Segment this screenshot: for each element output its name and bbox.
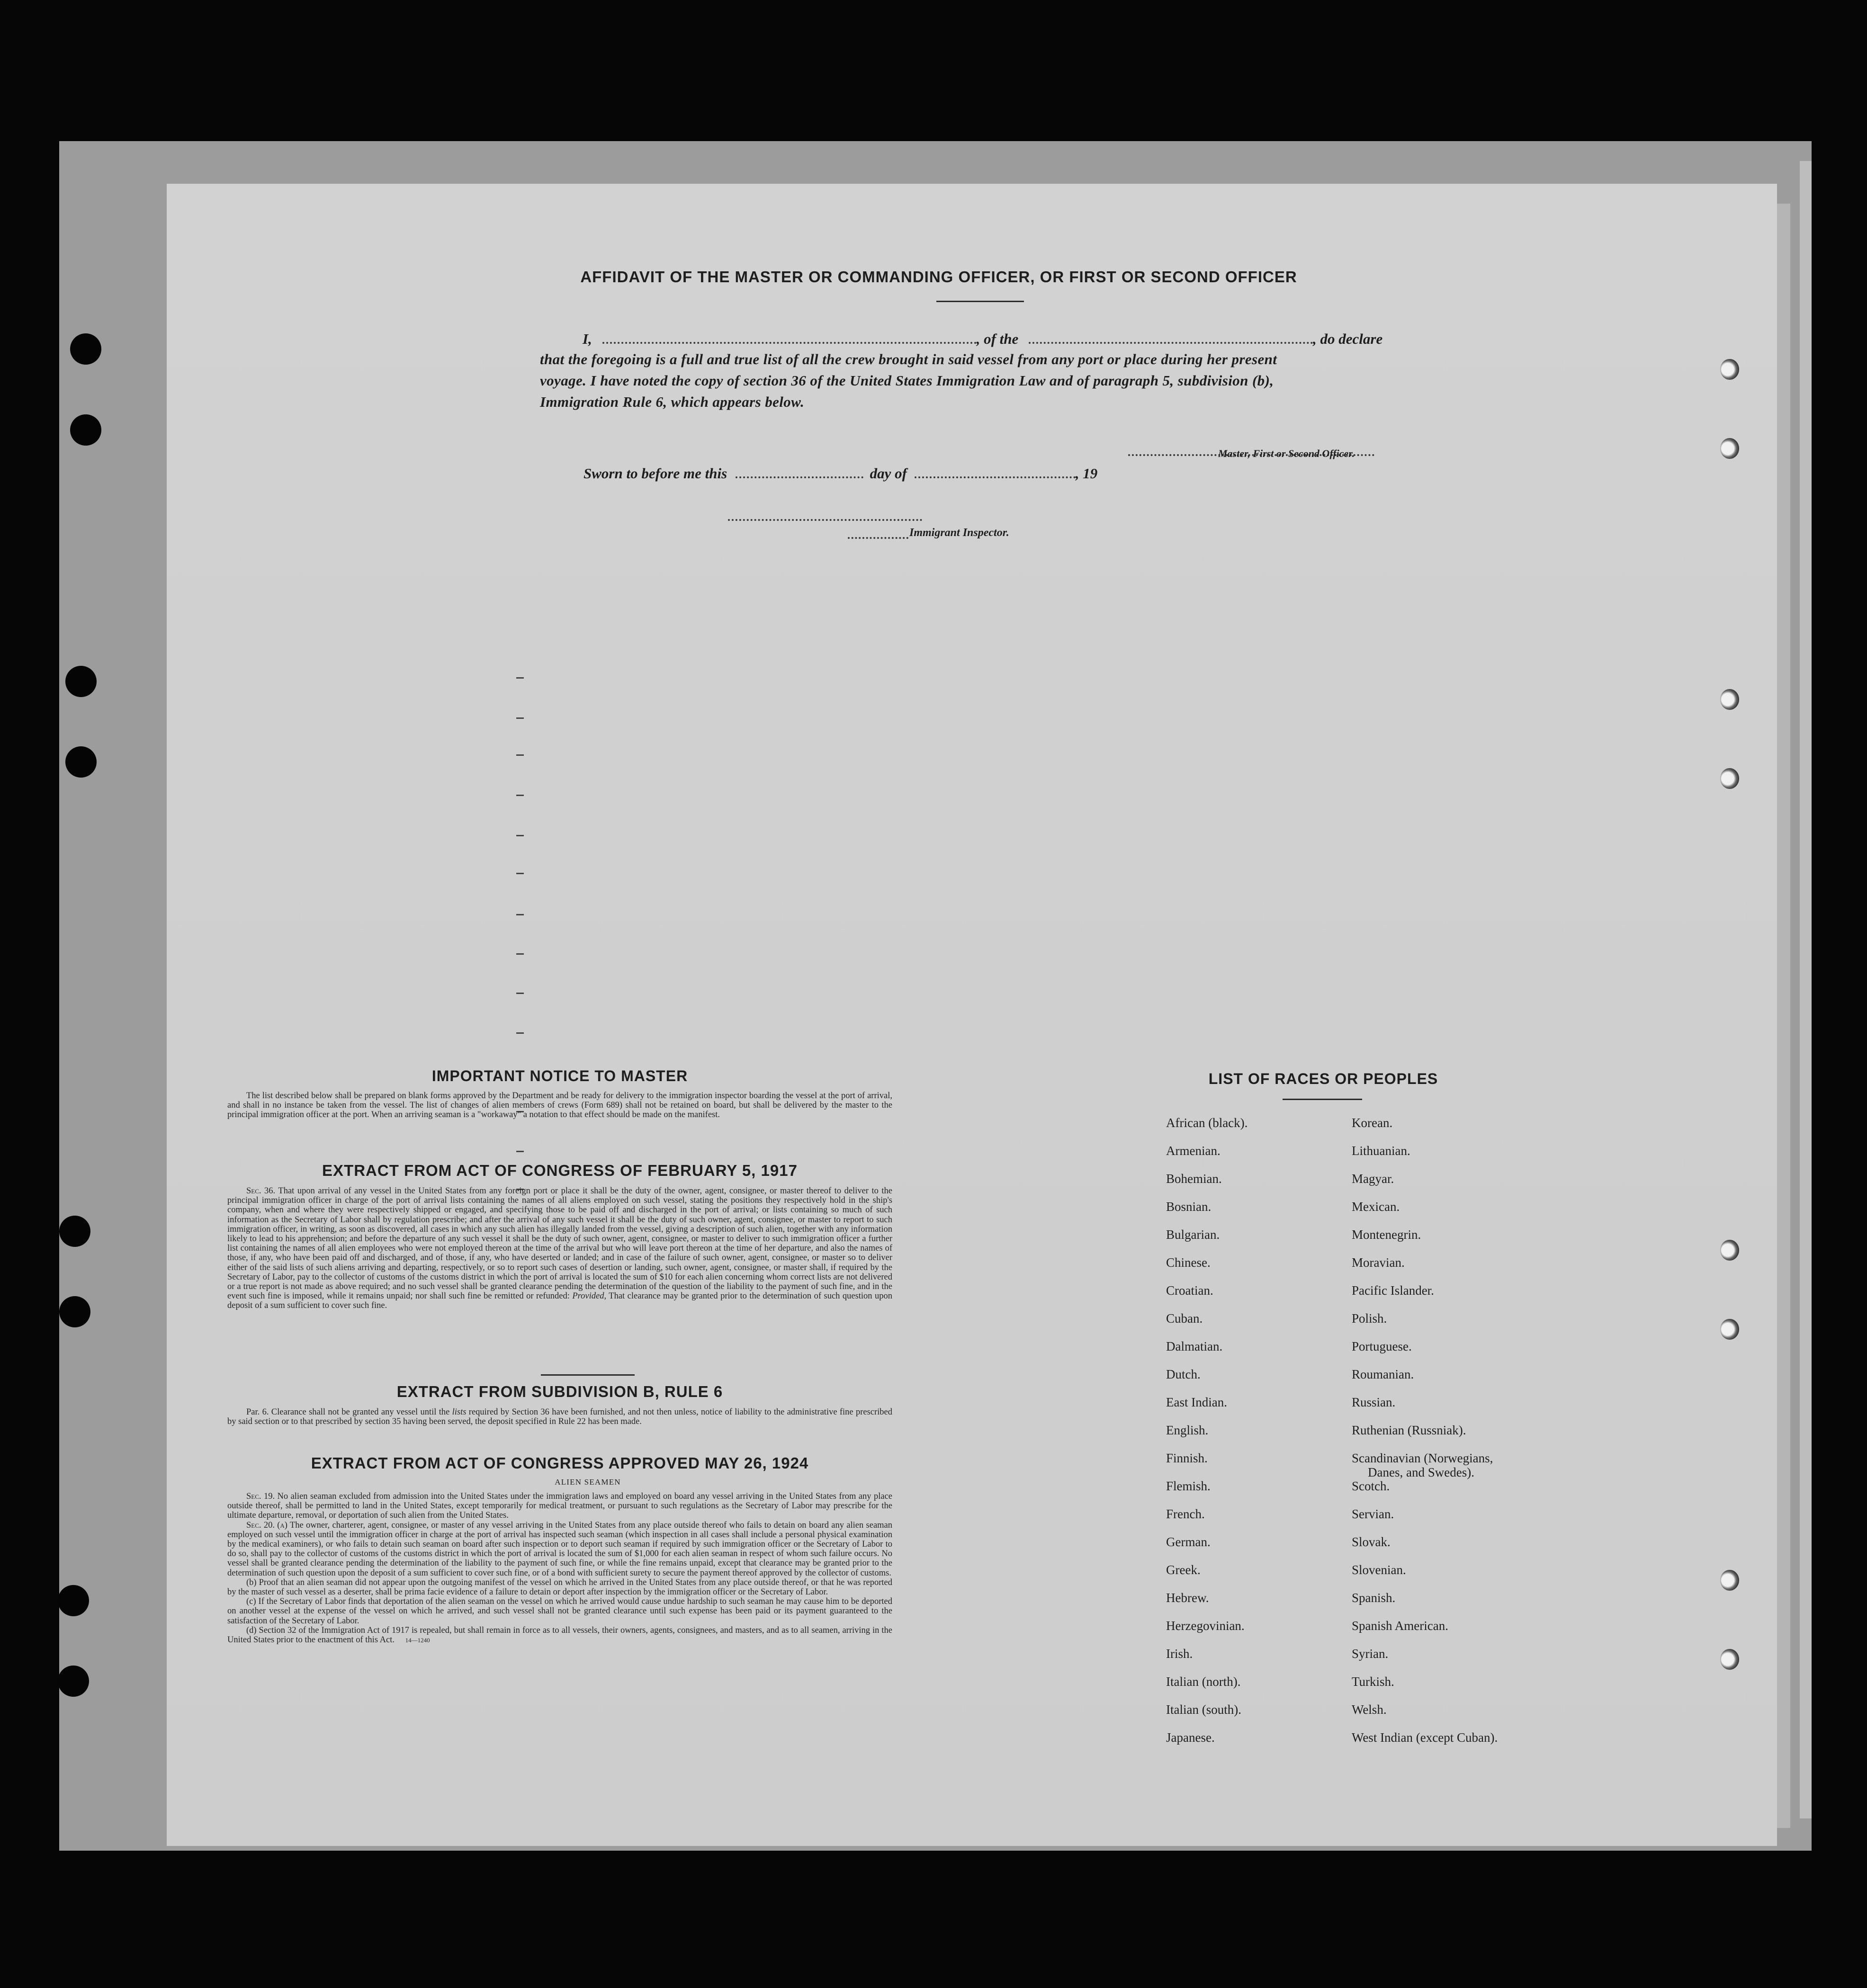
binder-hole [65,666,97,697]
notice-paragraph: The list described below shall be prepared on blank forms approved by the Department and be ready for delivery to the immigration inspector boarding the vessel at the port of arrival, and shall in no instance be taken from the vessel. The list of changes of alien members of crews (Form 689) shall not be retained on board, but shall be delivered by the master to the principal immigration officer at the port. When an arriving seaman is a "workaway" a notation to that effect should be made on the manifest. [227,1091,892,1120]
race-item: Ruthenian (Russniak). [1352,1423,1466,1437]
extract-1924-text [227,1492,892,1645]
binder-ring [1720,1319,1739,1340]
race-item: Lithuanian. [1352,1144,1410,1158]
binder-ring [1720,1240,1739,1261]
sec-19-text: No alien seaman excluded from admission into the United States under the immigration laws and employed on board any vessel arriving in the United States from any place outside thereof, shall be permitted to land in the United States, except temporarily for medical treatment, or pursuant to such regulations as the Secretary of Labor may prescribe for the ultimate departure, removal, or deportation of such alien from the United States. [227,1492,892,1521]
sec-36-tail: That clearance may be granted prior to the determination of such question upon deposit of a sum sufficient to cover such fine. [227,1291,893,1311]
races-rule [1283,1099,1362,1100]
race-item: Finnish. [1166,1451,1208,1465]
race-item: Russian. [1352,1395,1396,1409]
sec-20d-paragraph [227,1626,892,1645]
page-shadow [1777,204,1790,1828]
provided-word: Provided, [572,1291,607,1301]
race-item: Armenian. [1166,1144,1221,1158]
binder-ring [1720,1570,1739,1591]
master-signature-label: Master, First or Second Officer. [1218,448,1355,459]
race-item: African (black). [1166,1116,1248,1130]
affidavit-line-1 [583,330,1592,348]
race-item: Pacific Islander. [1352,1283,1434,1298]
race-item: Roumanian. [1352,1367,1414,1381]
race-item: Japanese. [1166,1730,1215,1745]
sworn-month-blank[interactable] [915,464,1076,478]
race-item: Bohemian. [1166,1172,1222,1186]
sec-19-label: Sec. 19. [246,1492,275,1501]
notice-title: IMPORTANT NOTICE TO MASTER [431,1067,688,1084]
race-item: Dutch. [1166,1367,1201,1381]
race-item: Turkish. [1352,1675,1394,1689]
race-item: Italian (south). [1166,1702,1241,1717]
sec-20b-paragraph: (b) Proof that an alien seaman did not appear upon the outgoing manifest of the vessel on which he arrived in the United States from any place outside thereof, or that he was reported by the master of such vessel as a deserter, shall be prima facie evidence of a failure to detain or deport after inspection by the immigration officer or the Secretary of Labor. [227,1577,892,1597]
inspector-short-blank[interactable] [848,525,908,539]
race-item: Scotch. [1352,1479,1390,1493]
binder-hole [65,746,97,778]
affidavit-of-the: , of the [976,331,1019,347]
sworn-line [583,464,1097,482]
race-item: Bosnian. [1166,1200,1212,1214]
sec-36-text: That upon arrival of any vessel in the United States from any foreign port or place it shall be the duty of the owner, agent, consignee, or master thereof to deliver to the principal immigration officer in charge of the port of arrival lists containing the names of all aliens employed on such vessel, stating the positions they respectively hold in the ship's company, when and where they were respectively shipped or engaged, and specifying those to be paid off and discharged in the port of arrival; or lists containing so much of such information as the Secretary of Labor shall by regulation prescribe; and after the arrival of any such vessel it shall be the duty of such owner, agent, consignee, or master to report to such immigration officer, in writing, as soon as discovered, all cases in which any such alien has illegally landed from the vessel, giving a description of such alien, together with any information likely to lead to his apprehension; and before the departure of any such vessel it shall be the duty of such owner, agent, consignee, or master to deliver to such immigration officer a further list containing the names of all alien employees who were not employed thereon at the time of the arrival but who will leave port thereon at the time of her departure, and also the names of those, if any, who have been paid off and discharged, and of those, if any, who have deserted or landed; and in case of the failure of such owner, agent, consignee, or master so to deliver either of the said lists of such aliens arriving and departing, respectively, or so to report such cases of desertion or landing, such owner, agent, consignee, or master shall, if required by the Secretary of Labor, pay to the collector of customs of the customs district in which the port of arrival is located the sum of $10 for each alien concerning whom correct lists are not delivered or a true report is not made as above required; and no such vessel shall be granted clearance pending the determination of the question of the liability to the payment of such fine, and in the event such fine is imposed, while it remains unpaid; nor shall such fine be remitted or refunded: [227,1186,893,1301]
races-title: LIST OF RACES OR PEOPLES [1208,1070,1438,1087]
race-item: French. [1166,1507,1205,1521]
race-item: Flemish. [1166,1479,1211,1493]
race-item: Spanish American. [1352,1619,1448,1633]
race-item: Herzegovinian. [1166,1619,1245,1633]
line-marker [516,795,524,796]
par-6-label: Par. 6. [246,1407,269,1417]
line-marker [516,953,524,955]
par-6-text-b: required by Section 36 have been furnished, and not then unless, notice of liability to the administrative fine prescribed by said section or to that prescribed by section 35 having been served, the deposit specified in Rule 22 has been made. [227,1407,893,1427]
binder-hole [59,1216,90,1247]
sec-19-paragraph [227,1492,892,1521]
notice-text [227,1091,892,1120]
line-marker [516,1032,524,1034]
binder-hole [58,1666,89,1697]
sec-20d-text: (d) Section 32 of the Immigration Act of 1917 is repealed, but shall remain in force as to all vessels, their owners, agents, consignees, and masters, and as to all seamen, arriving in the United States prior to the enactment of this Act. [227,1625,892,1645]
affidavit-line-4: Immigration Rule 6, which appears below. [540,394,805,410]
race-item: Mexican. [1352,1200,1400,1214]
race-item: Italian (north). [1166,1675,1241,1689]
race-item: Greek. [1166,1563,1201,1577]
race-item: Bulgarian. [1166,1227,1220,1242]
extract-rule-6-text [227,1407,892,1426]
inspector-label: Immigrant Inspector. [909,527,1009,539]
sec-20a-paragraph [227,1521,892,1578]
affidavit-do-declare: , do declare [1313,331,1383,347]
race-item: Korean. [1352,1116,1393,1130]
binder-ring [1720,438,1739,459]
binder-ring [1720,768,1739,789]
race-item: German. [1166,1535,1211,1549]
sec-36-label: Sec. 36. [246,1186,276,1196]
binder-hole [70,333,101,365]
sec-20a-text: The owner, charterer, agent, consignee, or master of any vessel arriving in the United States from any place outside thereof who fails to detain on board any alien seaman employed on such vessel until the immigration officer in charge at the port of arrival has inspected such seaman (which inspection in all cases shall include a personal physical examination by the medical examiners), or who fails to detain such seaman on board after such inspection or to deport such seaman if required by such immigration officer or the Secretary of Labor to do so, shall pay to the collector of customs of the customs district in which the port of arrival is located the sum of $1,000 for each alien seaman in respect of whom such failure occurs. No vessel shall be granted clearance pending the determination of the liability to the payment of such fine, or while the fine remains unpaid, except that clearance may be granted prior to the determination of such question upon the deposit of a sum sufficient to cover such fine, or of a bond with sufficient surety to secure the payment thereof approved by the collector of customs. [227,1520,893,1578]
line-marker [516,677,524,679]
race-item: Syrian. [1352,1647,1389,1661]
form-number: 14—1240 [405,1637,430,1644]
binder-ring [1720,359,1739,380]
race-item: Cuban. [1166,1311,1203,1325]
line-marker [516,754,524,756]
race-item: Montenegrin. [1352,1227,1421,1242]
affidavit-line-3: voyage. I have noted the copy of section 36 of the United States Immigration Law and of paragraph 5, subdivision (b), [540,372,1274,389]
par-6-text-a: Clearance shall not be granted any vessel until the [271,1407,450,1417]
declarant-name-blank[interactable] [602,330,977,344]
line-marker [516,835,524,836]
race-item: Irish. [1166,1647,1193,1661]
title-rule [936,301,1024,302]
line-marker [516,993,524,994]
race-item: Spanish. [1352,1591,1396,1605]
race-item: Slovenian. [1352,1563,1406,1577]
lists-word: lists [452,1407,467,1417]
race-item: Moravian. [1352,1255,1405,1270]
extract-1924-title: EXTRACT FROM ACT OF CONGRESS APPROVED MAY 26, 1924 [311,1454,809,1472]
affidavit-title: AFFIDAVIT OF THE MASTER OR COMMANDING OFFICER, OR FIRST OR SECOND OFFICER [580,268,1297,286]
sworn-year-prefix: , 19 [1075,465,1098,482]
race-item: Polish. [1352,1311,1387,1325]
sworn-text: Sworn to before me this [583,465,727,482]
alien-seamen-subtitle: ALIEN SEAMEN [555,1478,621,1487]
race-item: Croatian. [1166,1283,1213,1298]
affidavit-i: I, [583,331,592,347]
race-item: Portuguese. [1352,1339,1412,1353]
race-item: Servian. [1352,1507,1394,1521]
race-item: English. [1166,1423,1209,1437]
inspector-signature-blank[interactable] [728,507,922,521]
par-6-paragraph [227,1407,892,1426]
race-item: Danes, and Swedes). [1368,1465,1474,1479]
mounting-board-edge [1800,161,1812,1818]
binder-hole [58,1585,89,1616]
race-item: Welsh. [1352,1702,1387,1717]
sworn-day-of: day of [870,465,907,482]
race-item: West Indian (except Cuban). [1352,1730,1498,1745]
binder-hole [59,1296,90,1327]
line-marker [516,914,524,915]
line-marker [516,717,524,719]
line-marker [516,873,524,874]
race-item: Slovak. [1352,1535,1391,1549]
sec-20-label: Sec. 20. (a) [246,1520,287,1530]
extract-rule-6-title: EXTRACT FROM SUBDIVISION B, RULE 6 [396,1383,723,1400]
sworn-day-blank[interactable] [736,464,863,478]
race-item: Dalmatian. [1166,1339,1223,1353]
sec-20c-paragraph: (c) If the Secretary of Labor finds that deportation of the alien seaman on the vessel on which he arrived would cause undue hardship to such seaman he may cause him to be deported on another vessel at the expense of the vessel on which he arrived, and such vessel shall not be granted clearance until such expense has been paid or its payment guaranteed to the satisfaction of the Secretary of Labor. [227,1597,892,1626]
race-item: East Indian. [1166,1395,1227,1409]
binder-ring [1720,689,1739,710]
section-rule [541,1374,635,1376]
race-item: Chinese. [1166,1255,1211,1270]
race-item: Scandinavian (Norwegians, [1352,1451,1493,1465]
form-page [167,184,1777,1846]
binder-ring [1720,1649,1739,1670]
affidavit-line-2: that the foregoing is a full and true list of all the crew brought in said vessel from any port or place during her present [540,351,1277,367]
race-item: Magyar. [1352,1172,1394,1186]
sec-36-paragraph [227,1186,892,1311]
extract-1917-title: EXTRACT FROM ACT OF CONGRESS OF FEBRUARY 5, 1917 [322,1162,798,1179]
vessel-name-blank[interactable] [1029,330,1313,344]
line-marker [516,1151,524,1152]
extract-1917-text [227,1186,892,1311]
race-item: Hebrew. [1166,1591,1209,1605]
binder-hole [70,414,101,446]
